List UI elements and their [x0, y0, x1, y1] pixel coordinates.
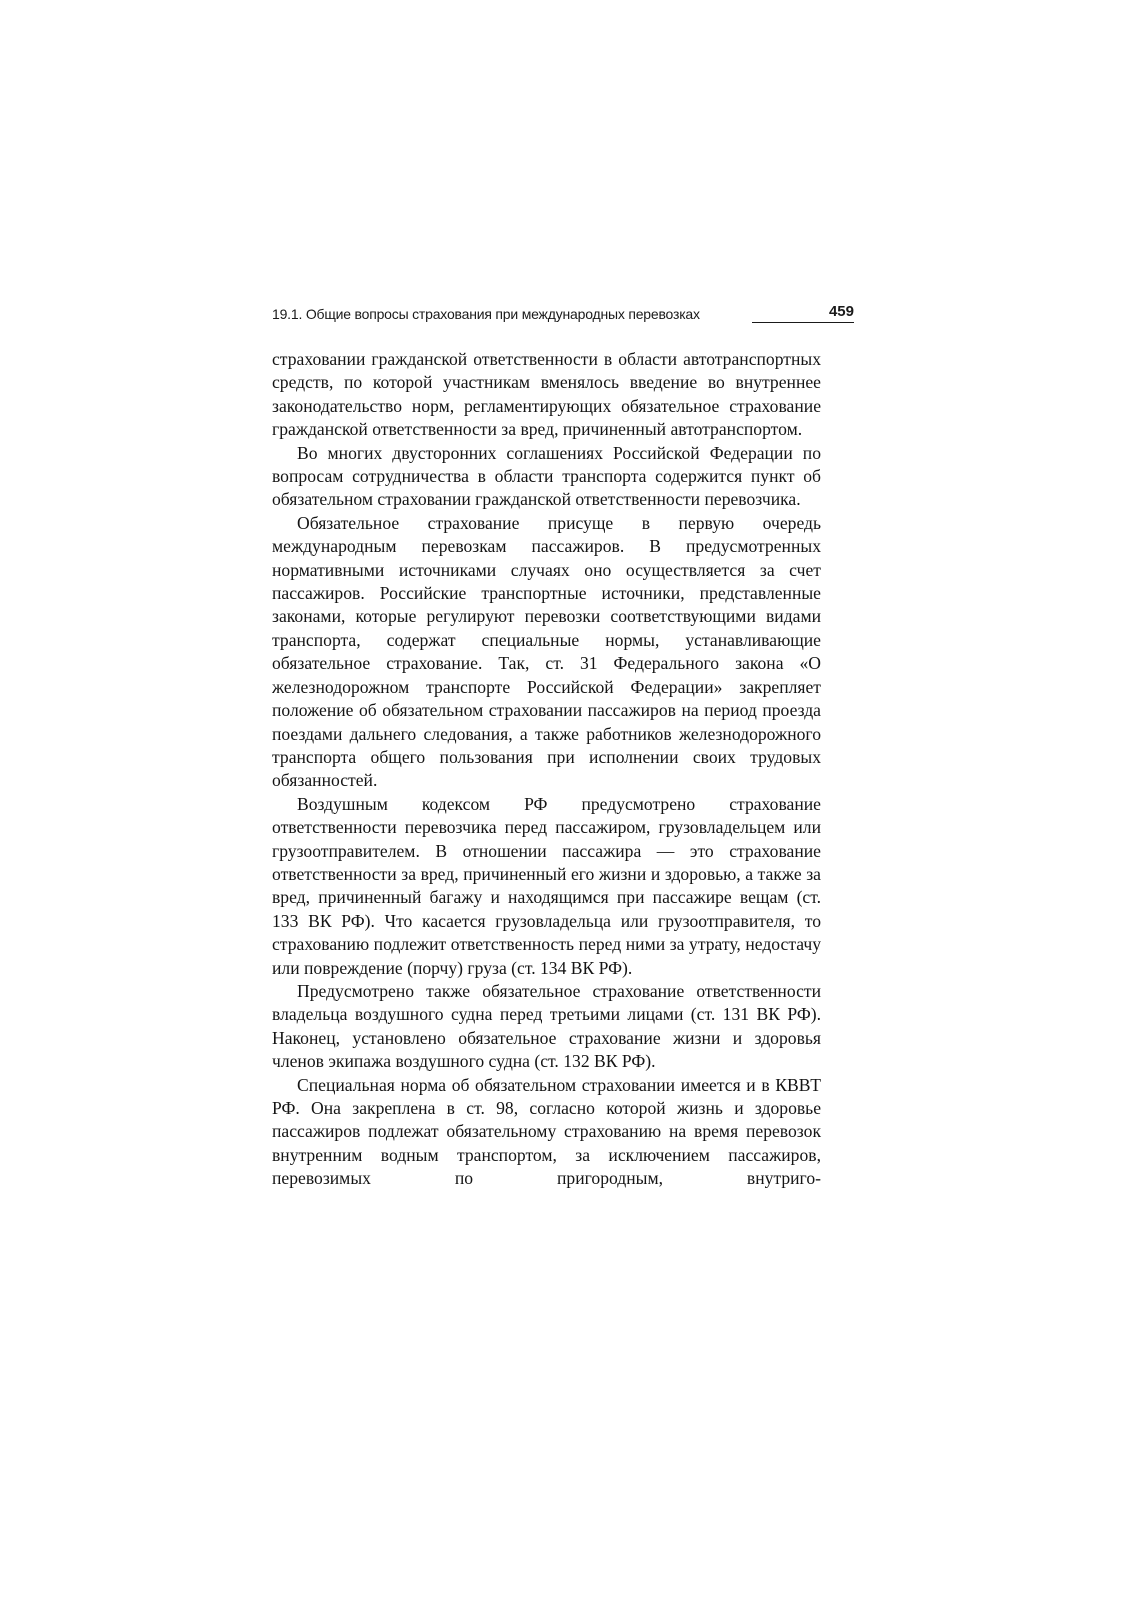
paragraph-6: Специальная норма об обязательном страховании имеется и в КВВТ РФ. Она закреплена в ст. 98, согласно которой жизнь и здоровье пассажиров подлежат обязательному страхованию на время перевозок внутренним водным транспортом, за исключением пассажиров, перевозимых по пригородным, внутриго- — [272, 1074, 821, 1189]
section-title: 19.1. Общие вопросы страхования при международных перевозках — [272, 306, 700, 322]
page-number: 459 — [828, 303, 854, 320]
paragraph-3: Обязательное страхование присуще в первую очередь международным перевозкам пассажиров. В предусмотренных нормативными источниками случаях оно осуществляется за счет пассажиров. Российские транспортные источники, представленные законами, которые регулируют перевозки соответствующими видами транспорта, содержат специальные нормы, устанавливающие обязательное страхование. Так, ст. 31 Федерального закона «О железнодорожном транспорте Российской Федерации» закрепляет положение об обязательном страховании пассажиров на период проезда поездами дальнего следования, а также работников железнодорожного транспорта общего пользования при исполнении своих трудовых обязанностей. — [272, 512, 821, 791]
header-rule — [752, 322, 854, 323]
running-header — [272, 303, 854, 327]
body-text — [272, 348, 821, 1191]
paragraph-5: Предусмотрено также обязательное страхование ответственности владельца воздушного судна перед третьими лицами (ст. 131 ВК РФ). Наконец, установлено обязательное страхование жизни и здоровья членов экипажа воздушного судна (ст. 132 ВК РФ). — [272, 980, 821, 1072]
paragraph-1: страховании гражданской ответственности в области автотранспортных средств, по которой участникам вменялось введение во внутреннее законодательство норм, регламентирующих обязательное страхование гражданской ответственности за вред, причиненный автотранспортом. — [272, 349, 821, 440]
paragraph-2: Во многих двусторонних соглашениях Российской Федерации по вопросам сотрудничества в области транспорта содержится пункт об обязательном страховании гражданской ответственности перевозчика. — [272, 442, 821, 510]
paragraph-4: Воздушным кодексом РФ предусмотрено страхование ответственности перевозчика перед пассажиром, грузовладельцем или грузоотправителем. В отношении пассажира — это страхование ответственности за вред, причиненный его жизни и здоровью, а также за вред, причиненный багажу и находящимся при пассажире вещам (ст. 133 ВК РФ). Что касается грузовладельца или грузоотправителя, то страхованию подлежит ответственность перед ними за утрату, недостачу или повреждение (порчу) груза (ст. 134 ВК РФ). — [272, 793, 821, 978]
